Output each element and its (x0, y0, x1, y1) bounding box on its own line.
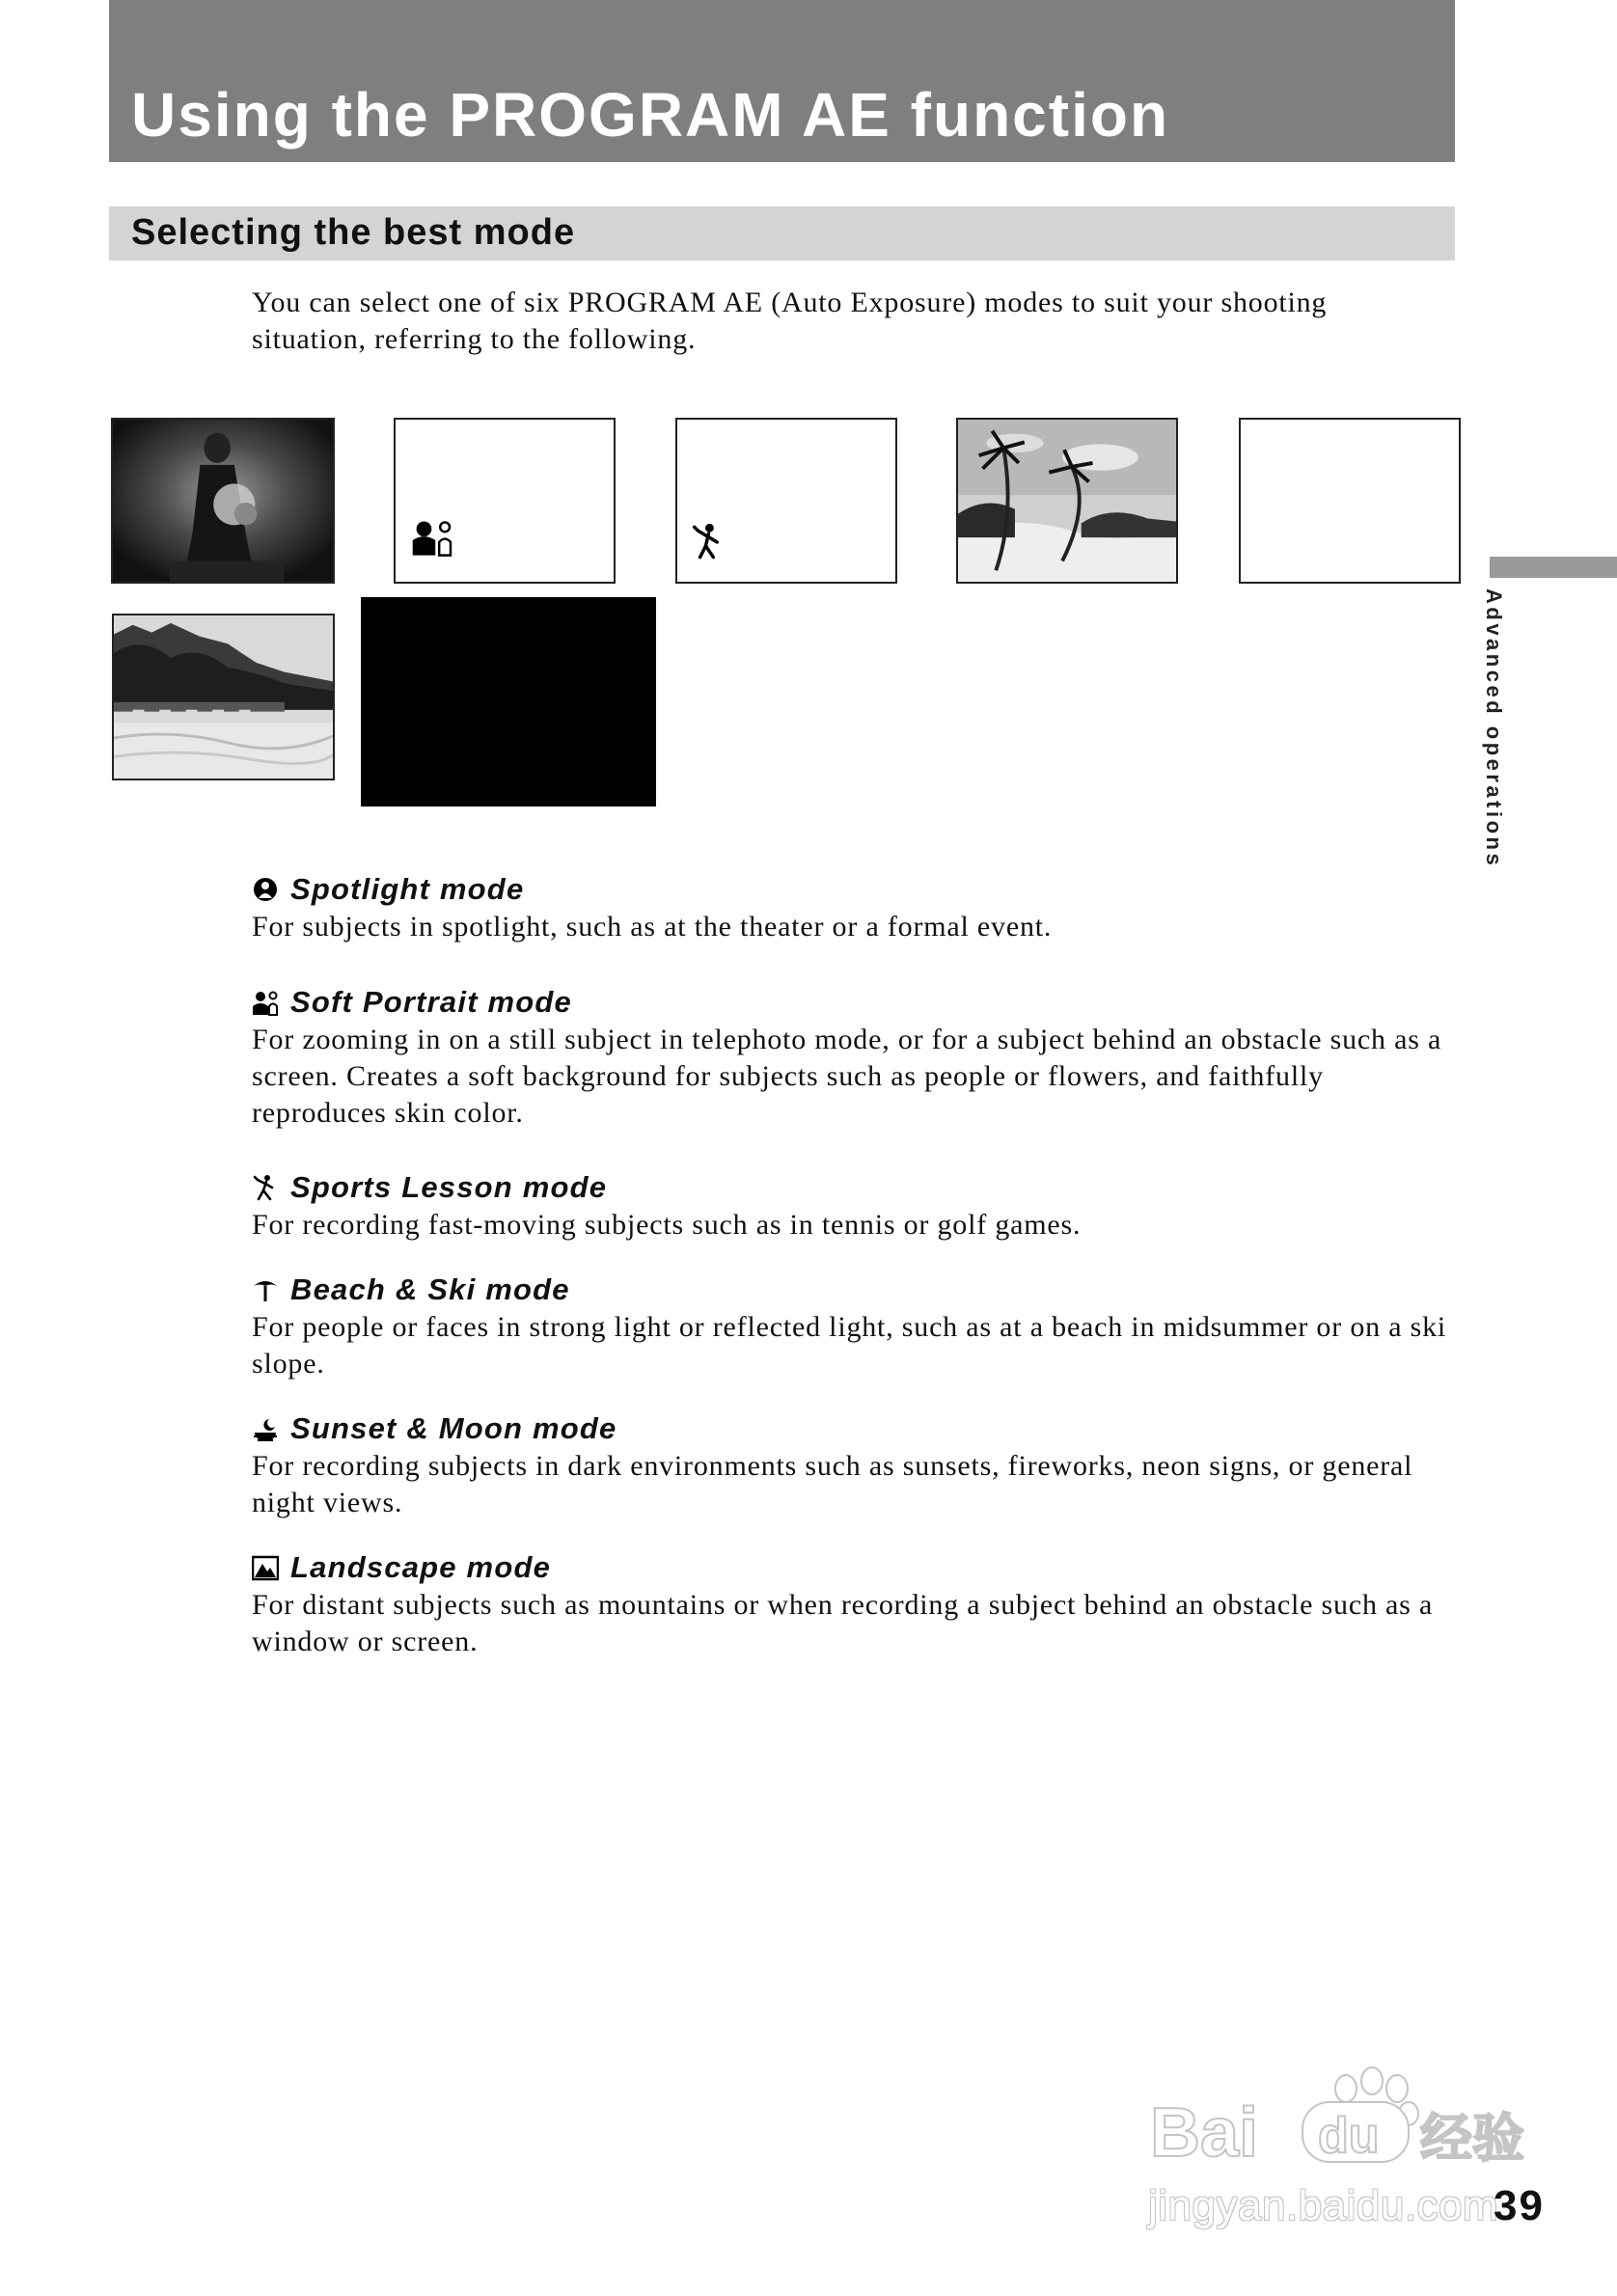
page-number: 39 (1494, 2182, 1545, 2229)
mode-description: For distant subjects such as mountains or when recording a subject behind an obstacle such as a window or screen. (252, 1589, 1434, 1657)
baidu-watermark-logo (1148, 2060, 1534, 2166)
sunset-moon-dark-example (361, 597, 656, 806)
spotlight-icon (252, 876, 279, 903)
mode-beach-ski (252, 1272, 1458, 1382)
landscape-example-photo (112, 614, 335, 780)
svg-text:经验: 经验 (1420, 2108, 1524, 2166)
mode-description: For recording fast-moving subjects such as in tennis or golf games. (252, 1209, 1082, 1241)
svg-text:Bai: Bai (1150, 2094, 1259, 2166)
side-tab-marker (1490, 557, 1617, 578)
side-tab-label: Advanced operations (1482, 588, 1506, 869)
svg-text:du: du (1318, 2108, 1380, 2164)
sports-lesson-icon (677, 420, 895, 582)
mode-title: Beach & Ski mode (290, 1272, 570, 1306)
intro-paragraph: You can select one of six PROGRAM AE (Auto Exposure) modes to suit your shooting situation, referring to the following. (252, 287, 1328, 355)
mode-title: Spotlight mode (290, 872, 525, 906)
mode-spotlight (252, 872, 1458, 945)
mode-description: For recording subjects in dark environments such as sunsets, fireworks, neon signs, or general night views. (252, 1450, 1413, 1518)
section-title: Selecting the best mode (131, 212, 576, 253)
sports-lesson-example (675, 418, 897, 584)
mode-description: For people or faces in strong light or reflected light, such as at a beach in midsummer or on a ski slope. (252, 1311, 1447, 1380)
mode-sunset-moon (252, 1411, 1458, 1521)
mode-description: For zooming in on a still subject in telephoto mode, or for a subject behind an obstacle such as a screen. Creates a soft background for subjects such as people or flowers, and faithfully reproduces skin color. (252, 1024, 1442, 1129)
soft-portrait-example (394, 418, 616, 584)
sports-lesson-icon (252, 1174, 279, 1201)
beach-photo-icon (958, 420, 1176, 582)
mode-title: Soft Portrait mode (290, 985, 573, 1019)
mode-title: Sports Lesson mode (290, 1170, 608, 1204)
mode-title: Sunset & Moon mode (290, 1411, 617, 1445)
mode-landscape (252, 1550, 1458, 1660)
landscape-icon (252, 1554, 279, 1581)
mode-description: For subjects in spotlight, such as at the theater or a formal event. (252, 911, 1053, 943)
sunset-moon-example (1239, 418, 1461, 584)
baidu-paw-icon (1148, 2060, 1534, 2166)
page-title: Using the PROGRAM AE function (131, 80, 1170, 150)
sunset-moon-icon (252, 1415, 279, 1442)
watermark-url: jingyan.baidu.com (1148, 2182, 1499, 2229)
mode-sports-lesson (252, 1170, 1458, 1244)
landscape-photo-icon (114, 615, 333, 779)
soft-portrait-icon (252, 989, 279, 1016)
mode-soft-portrait (252, 985, 1458, 1132)
spotlight-example-photo (111, 418, 335, 584)
beach-ski-example-photo (956, 418, 1178, 584)
mode-title: Landscape mode (290, 1550, 552, 1584)
soft-portrait-icon (396, 420, 614, 582)
spotlight-photo-icon (113, 420, 333, 582)
beach-ski-icon (252, 1276, 279, 1303)
